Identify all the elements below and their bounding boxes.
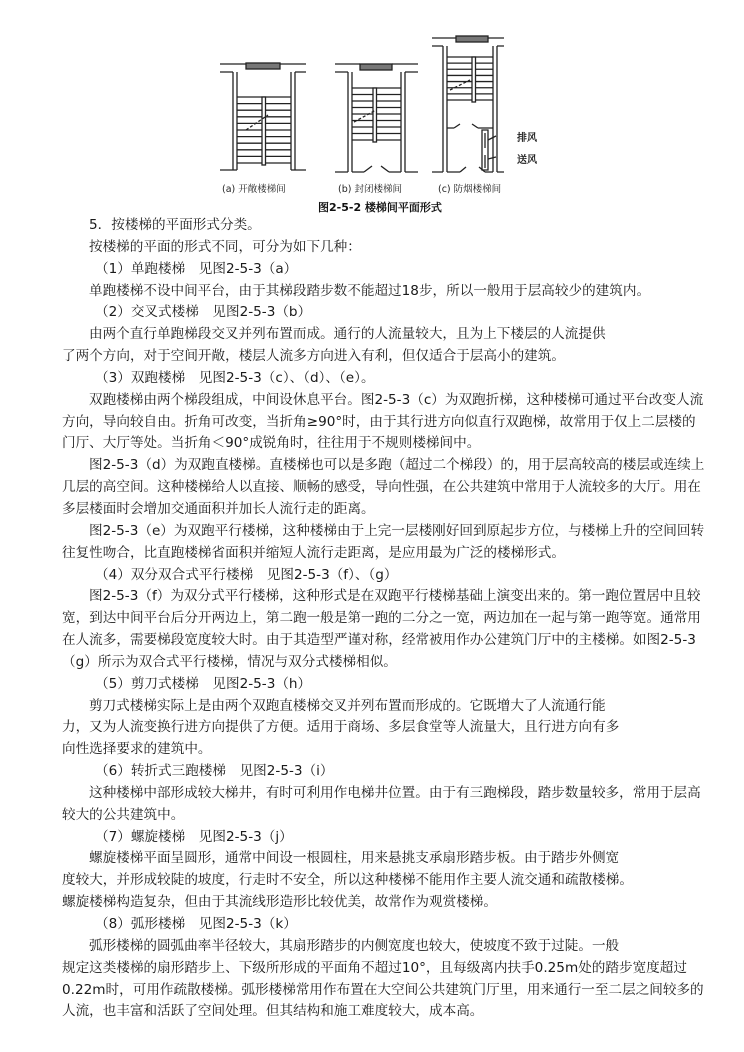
text-line: 图2-5-3（e）为双跑平行楼梯，这种楼梯由于上完一层楼刚好回到原起步方位，与楼梯上升的空间回转 bbox=[89, 522, 705, 539]
text-line: 这种楼梯中部形成较大梯井，有时可利用作电梯井位置。由于有三跑梯段，踏步数量较多，常用于层高 bbox=[89, 784, 701, 801]
subfigure-caption-b: (b) 封闭楼梯间 bbox=[338, 184, 402, 195]
text-line: 剪刀式楼梯实际上是由两个双跑直楼梯交叉并列布置而形成的。它既增大了人流通行能 bbox=[89, 697, 606, 714]
figure-caption: 图2-5-2 楼梯间平面形式 bbox=[318, 201, 442, 214]
text-line: （3）双跑楼梯 见图2-5-3（c）、（d）、（e）。 bbox=[95, 369, 375, 386]
text-line: 图2-5-3（f）为双分式平行楼梯，这种形式是在双跑平行楼梯基础上演变出来的。第一跑位置居中且较 bbox=[89, 588, 701, 605]
text-line: 弧形楼梯的圆弧曲率半径较大，其扇形踏步的内侧宽度也较大，使坡度不致于过陡。一般 bbox=[89, 937, 620, 954]
text-line: （4）双分双合式平行楼梯 见图2-5-3（f）、（g） bbox=[95, 566, 398, 583]
stair-plan-b bbox=[335, 64, 418, 172]
text-line: 单跑楼梯不设中间平台，由于其梯段踏步数不能超过18步，所以一般用于层高较少的建筑内。 bbox=[89, 282, 651, 299]
text-line: 宽，到达中间平台后分开两边上，第二跑一般是第一跑的二分之一宽，两边加在一起与第一跑等宽。通常用 bbox=[62, 610, 701, 627]
text-line: 双跑楼梯由两个梯段组成，中间设休息平台。图2-5-3（c）为双跑折梯，这种楼梯可通过平台改变人流 bbox=[89, 391, 704, 408]
text-line: 方向，导向较自由。折角可改变，当折角≥90°时，由于其行进方向似直行双跑梯，故常用于仅上二层楼的 bbox=[62, 413, 696, 430]
stair-plan-c bbox=[432, 36, 504, 172]
text-line: 力，又为人流变换行进方向提供了方便。适用于商场、多层食堂等人流量大，且行进方向有多 bbox=[62, 719, 620, 736]
text-line: （g）所示为双合式平行楼梯，情况与双分式楼梯相似。 bbox=[62, 653, 397, 670]
text-line: 0.22m时，可用作疏散楼梯。弧形楼梯常用作布置在大空间公共建筑门厅里，用来通行一至二层之间较多的 bbox=[62, 981, 704, 998]
text-line: 几层的高空间。这种楼梯给人以直接、顺畅的感受，导向性强，在公共建筑中常用于人流较多的大厅。用在 bbox=[62, 479, 701, 496]
subfigure-caption-c: (c) 防烟楼梯间 bbox=[438, 184, 502, 195]
text-line: 在人流多，需要梯段宽度较大时。由于其造型严谨对称，经常被用作办公建筑门厅中的主楼梯。如图2-5-3 bbox=[62, 632, 696, 649]
text-line: 按楼梯的平面的形式不同，可分为如下几种： bbox=[89, 238, 361, 255]
text-line: 螺旋楼梯构造复杂，但由于其流线形造形比较优美，故常作为观赏楼梯。 bbox=[62, 894, 497, 911]
text-line: （7）螺旋楼梯 见图2-5-3（j） bbox=[95, 828, 293, 845]
text-line: 规定这类楼梯的扇形踏步上、下级所形成的平面角不超过10°，且每级离内扶手0.25m处的踏步宽度超过 bbox=[62, 959, 687, 976]
text-line: 较大的公共建筑中。 bbox=[62, 806, 185, 823]
supply-label: 送风 bbox=[517, 155, 537, 166]
text-line: 多层楼面时会增加交通面积并加长人流行走的距离。 bbox=[62, 500, 375, 517]
text-line: 图2-5-3（d）为双跑直楼梯。直楼梯也可以是多跑（超过二个梯段）的，用于层高较高的楼层或连续上 bbox=[89, 457, 705, 474]
text-line: 由两个直行单跑梯段交叉并列布置而成。通行的人流量较大，且为上下楼层的人流提供 bbox=[89, 326, 606, 343]
text-line: （2）交叉式楼梯 见图2-5-3（b） bbox=[95, 304, 312, 321]
subfigure-caption-a: (a) 开敞楼梯间 bbox=[222, 184, 286, 195]
text-line: （8）弧形楼梯 见图2-5-3（k） bbox=[95, 916, 297, 932]
text-line: （5）剪刀式楼梯 见图2-5-3（h） bbox=[95, 675, 312, 692]
text-line: （1）单跑楼梯 见图2-5-3（a） bbox=[95, 260, 298, 277]
text-line: 人流，也丰富和活跃了空间处理。但其结构和施工难度较大，成本高。 bbox=[62, 1003, 484, 1020]
text-line: （6）转折式三跑楼梯 见图2-5-3（i） bbox=[95, 763, 334, 780]
text-line: 了两个方向，对于空间开敞，楼层人流多方向进入有利，但仅适合于层高小的建筑。 bbox=[62, 348, 565, 365]
text-line: 螺旋楼梯平面呈圆形，通常中间设一根圆柱，用来悬挑支承扇形踏步板。由于踏步外侧宽 bbox=[89, 850, 620, 867]
document-body bbox=[0, 215, 744, 1023]
text-line: 门厅、大厅等处。当折角＜90°成锐角时，往往用于不规则楼梯间中。 bbox=[62, 435, 481, 452]
text-line: 往复性吻合，比直跑楼梯省面积并缩短人流行走距离，是应用最为广泛的楼梯形式。 bbox=[62, 544, 565, 561]
text-line: 5．按楼梯的平面形式分类。 bbox=[89, 217, 261, 233]
stair-plan-a bbox=[220, 63, 306, 170]
text-line: 度较大，并形成较陡的坡度，行走时不安全，所以这种楼梯不能用作主要人流交通和疏散楼梯。 bbox=[62, 872, 633, 889]
text-line: 向性选择要求的建筑中。 bbox=[62, 741, 212, 758]
exhaust-label: 排风 bbox=[517, 133, 537, 144]
